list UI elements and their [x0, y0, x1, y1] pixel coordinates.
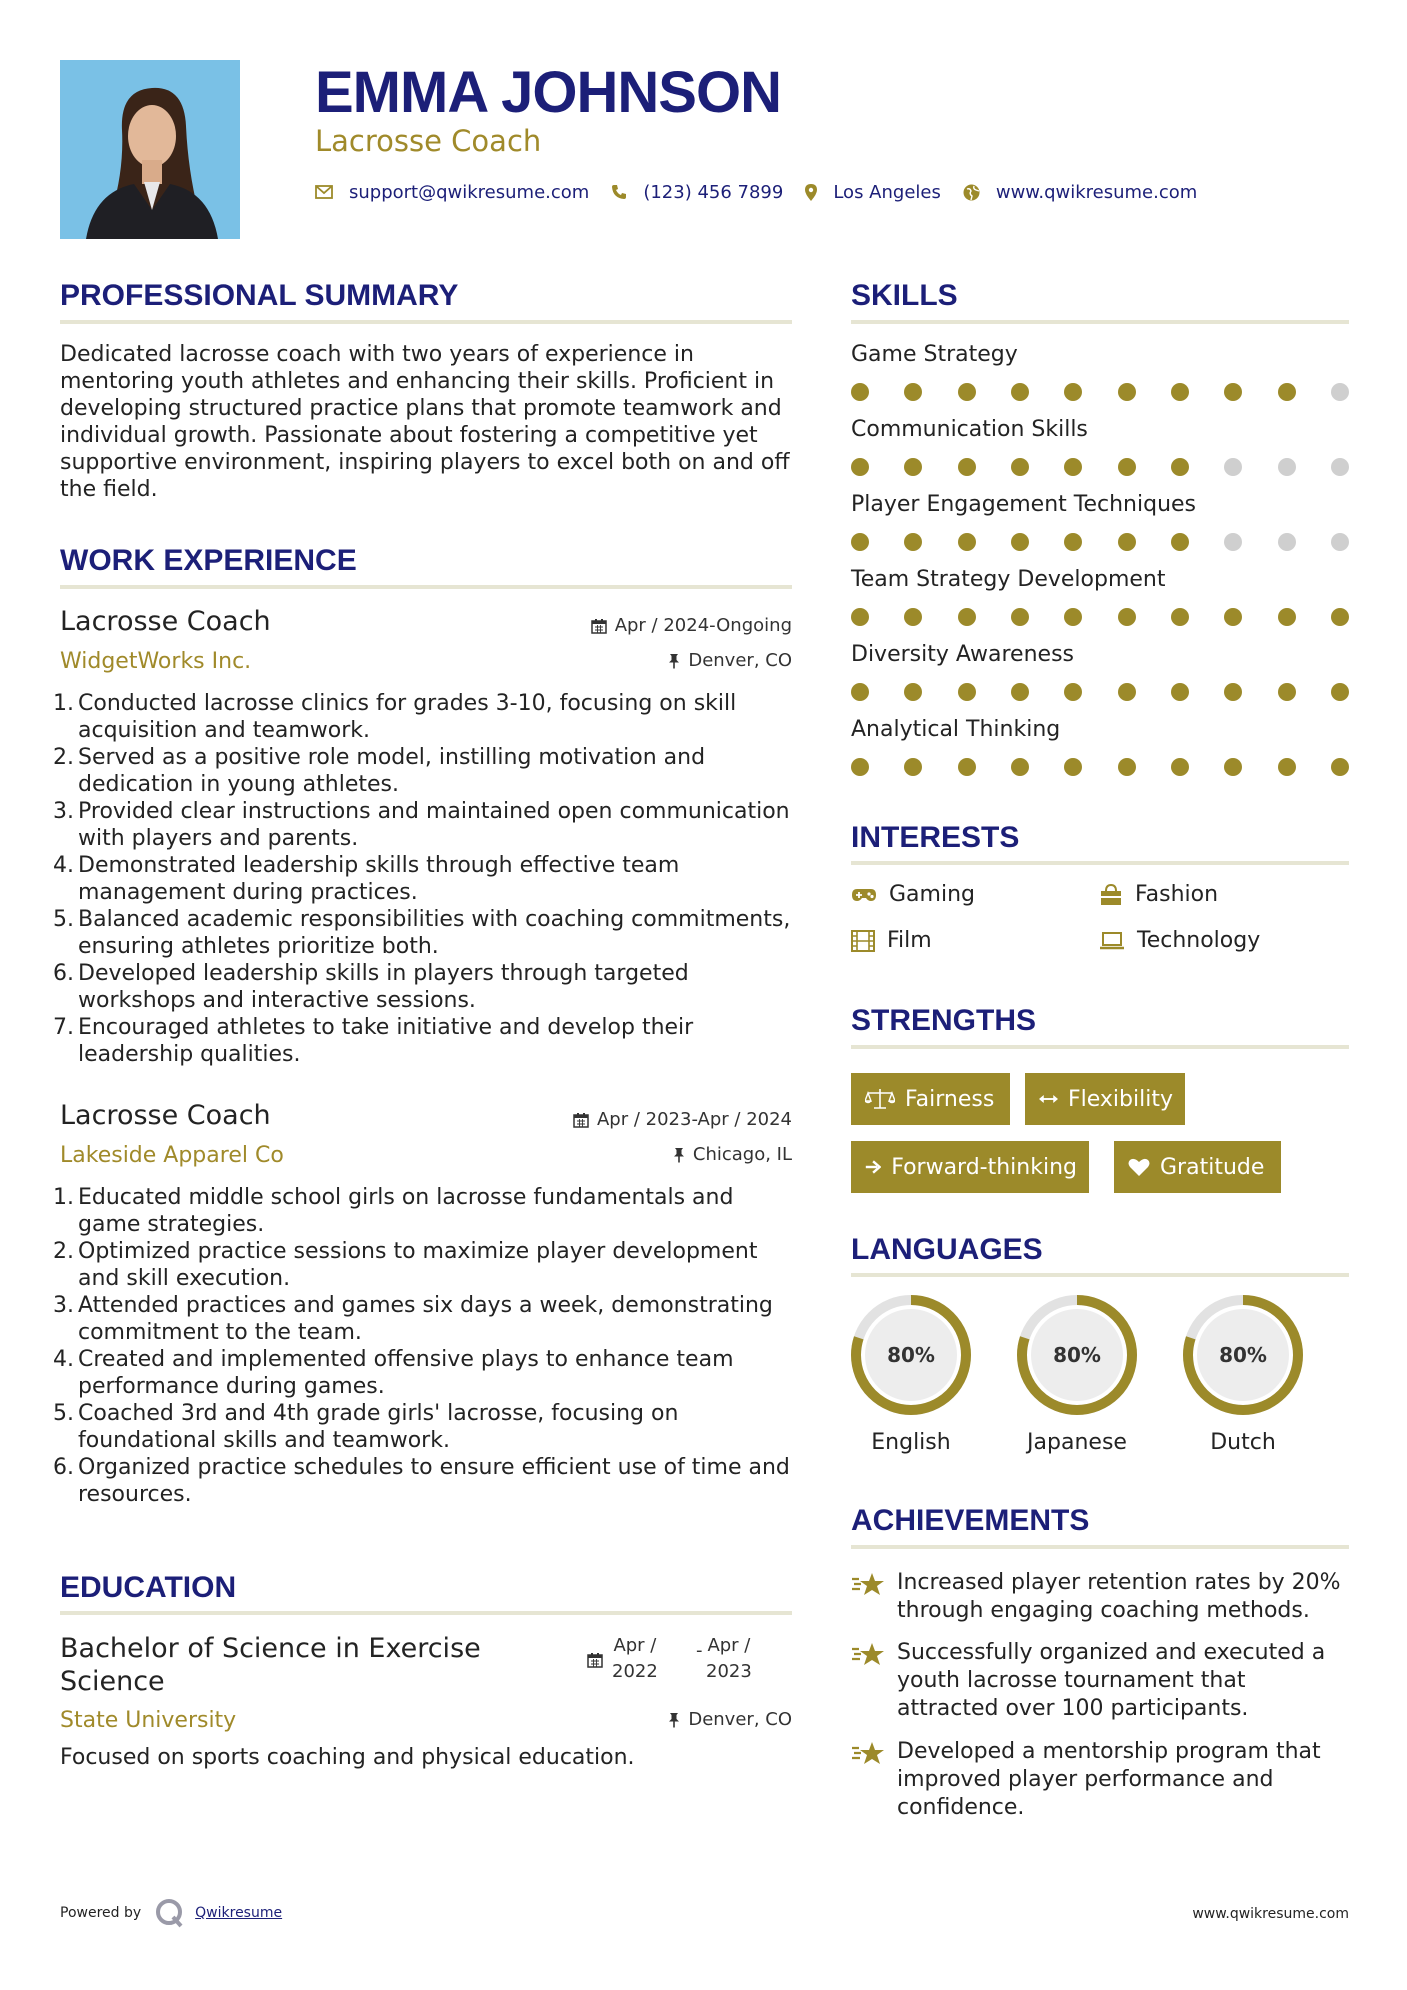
contact-email[interactable] [315, 182, 589, 203]
rating-dot-empty [1278, 458, 1296, 476]
interest-label: Film [887, 928, 932, 953]
rating-dot-filled [1278, 758, 1296, 776]
footer-website[interactable]: www.qwikresume.com [1192, 1906, 1349, 1922]
rating-dot-filled [904, 458, 922, 476]
skill-rating [851, 682, 1349, 702]
calendar-icon [587, 1652, 603, 1668]
strength-label: Flexibility [1068, 1086, 1173, 1112]
rating-dot-filled [1118, 533, 1136, 551]
laptop-icon [1099, 931, 1125, 951]
job-2-dates [573, 1108, 792, 1132]
rating-dot-filled [1064, 458, 1082, 476]
rating-dot-empty [1331, 383, 1349, 401]
school-name: State University [60, 1708, 237, 1733]
strength-label: Forward-thinking [891, 1154, 1077, 1180]
rating-dot-filled [1331, 758, 1349, 776]
shooting-star-icon [851, 1641, 885, 1669]
rating-dot-filled [1118, 383, 1136, 401]
interest-label: Technology [1137, 928, 1261, 953]
skill-name: Analytical Thinking [851, 717, 1061, 742]
edu-location [668, 1708, 792, 1732]
skills-heading: SKILLS [851, 279, 958, 312]
edu-end-month: Apr / [707, 1635, 751, 1656]
rating-dot-filled [851, 758, 869, 776]
achievement-text: Increased player retention rates by 20% through engaging coaching methods. [897, 1570, 1341, 1623]
language-progress-chart [849, 1293, 973, 1417]
balance-scale-icon [865, 1088, 895, 1110]
list-item: 7. Encouraged athletes to take initiative and develop their leadership qualities. [53, 1015, 694, 1067]
phone-text: (123) 456 7899 [643, 181, 784, 203]
rating-dot-filled [1278, 608, 1296, 626]
achievements-heading: ACHIEVEMENTS [851, 1504, 1090, 1537]
calendar-icon [573, 1112, 589, 1128]
rating-dot-filled [1118, 758, 1136, 776]
skill-name: Communication Skills [851, 417, 1088, 442]
map-pin-icon [805, 184, 817, 201]
job-1-bullets [53, 690, 800, 1068]
skill-rating [851, 757, 1349, 777]
interests-heading: INTERESTS [851, 821, 1020, 854]
rating-dot-filled [1011, 683, 1029, 701]
job-1-location [668, 649, 792, 673]
edu-end-date [706, 1633, 752, 1685]
summary-heading: PROFESSIONAL SUMMARY [60, 279, 459, 312]
job-1-location-text: Denver, CO [688, 650, 792, 671]
skill-rating [851, 457, 1349, 477]
contact-bar [315, 177, 1219, 207]
contact-phone[interactable] [611, 182, 783, 203]
list-item: 2. Served as a positive role model, instilling motivation and dedication in young athletes. [53, 745, 706, 797]
list-item: 5. Balanced academic responsibilities with coaching commitments, ensuring athletes prioritize both. [53, 907, 791, 959]
skill-name: Diversity Awareness [851, 642, 1074, 667]
strength-forward-thinking [851, 1141, 1089, 1193]
strength-label: Gratitude [1160, 1154, 1265, 1180]
language-progress-chart [1181, 1293, 1305, 1417]
rating-dot-filled [1064, 683, 1082, 701]
rating-dot-filled [851, 683, 869, 701]
experience-heading: WORK EXPERIENCE [60, 544, 357, 577]
rating-dot-filled [1331, 683, 1349, 701]
shooting-star-icon [851, 1571, 885, 1599]
skill-rating [851, 382, 1349, 402]
rating-dot-filled [1118, 608, 1136, 626]
interest-film [851, 928, 932, 953]
rating-dot-filled [1278, 683, 1296, 701]
heart-icon [1128, 1157, 1150, 1177]
skill-name: Game Strategy [851, 342, 1018, 367]
strengths-heading: STRENGTHS [851, 1004, 1037, 1037]
job-2-bullets [53, 1184, 800, 1508]
rating-dot-empty [1224, 458, 1242, 476]
degree-title [60, 1632, 481, 1698]
strength-gratitude [1114, 1141, 1281, 1193]
candidate-role: Lacrosse Coach [315, 124, 542, 158]
language-percent-label: 80% [1053, 1343, 1101, 1367]
degree-line-1: Bachelor of Science in Exercise [60, 1633, 481, 1664]
list-item: 6. Developed leadership skills in players through targeted workshops and interactive sessions. [53, 961, 689, 1013]
rating-dot-filled [1011, 608, 1029, 626]
language-percent-label: 80% [887, 1343, 935, 1367]
powered-by-text: Powered by [60, 1905, 142, 1921]
rating-dot-filled [1171, 608, 1189, 626]
profile-photo [60, 60, 240, 239]
education-divider [60, 1611, 792, 1615]
achievement-text: Developed a mentorship program that improved player performance and confidence. [897, 1739, 1321, 1820]
rating-dot-filled [1064, 533, 1082, 551]
skill-name: Player Engagement Techniques [851, 492, 1197, 517]
job-2-company: Lakeside Apparel Co [60, 1143, 284, 1168]
job-2-title: Lacrosse Coach [60, 1100, 271, 1131]
rating-dot-filled [904, 758, 922, 776]
rating-dot-filled [1171, 758, 1189, 776]
arrow-right-icon [865, 1158, 881, 1176]
rating-dot-filled [958, 758, 976, 776]
rating-dot-filled [1224, 758, 1242, 776]
summary-text: Dedicated lacrosse coach with two years of experience in mentoring youth athletes and enhancing their skills. Proficient in developing structured practice plans that promote teamwork and individual growth. Passionate about fostering a competitive yet supportive environment, inspiring players to excel both on and off the field. [60, 342, 790, 502]
languages-divider [851, 1273, 1349, 1277]
candidate-name: EMMA JOHNSON [315, 60, 781, 125]
job-1-dates-text: Apr / 2024-Ongoing [614, 615, 792, 636]
skill-rating [851, 532, 1349, 552]
gamepad-icon [851, 887, 877, 903]
list-item: 1. Educated middle school girls on lacrosse fundamentals and game strategies. [53, 1185, 734, 1237]
interest-gaming [851, 882, 975, 907]
strength-flexibility [1025, 1073, 1185, 1125]
rating-dot-filled [904, 608, 922, 626]
achievement-text: Successfully organized and executed a youth lacrosse tournament that attracted over 100 participants. [897, 1640, 1326, 1721]
rating-dot-filled [958, 608, 976, 626]
pushpin-icon [668, 653, 680, 669]
edu-date-dash: - [696, 1640, 703, 1661]
film-icon [851, 930, 875, 952]
languages-heading: LANGUAGES [851, 1233, 1043, 1266]
pushpin-icon [668, 1712, 680, 1728]
rating-dot-filled [1064, 383, 1082, 401]
skill-rating [851, 607, 1349, 627]
pushpin-icon [673, 1147, 685, 1163]
skill-name: Team Strategy Development [851, 567, 1166, 592]
achievement-3 [851, 1738, 1349, 1822]
rating-dot-empty [1224, 533, 1242, 551]
rating-dot-filled [1011, 758, 1029, 776]
rating-dot-filled [1224, 383, 1242, 401]
interest-fashion [1099, 882, 1218, 907]
rating-dot-filled [904, 683, 922, 701]
experience-divider [60, 585, 792, 589]
list-item: 4. Created and implemented offensive plays to enhance team performance during games. [53, 1347, 734, 1399]
rating-dot-filled [958, 533, 976, 551]
job-1-company: WidgetWorks Inc. [60, 649, 252, 674]
rating-dot-filled [904, 533, 922, 551]
rating-dot-filled [1224, 608, 1242, 626]
rating-dot-filled [1278, 383, 1296, 401]
rating-dot-filled [1331, 608, 1349, 626]
rating-dot-filled [1064, 608, 1082, 626]
rating-dot-filled [1171, 533, 1189, 551]
rating-dot-filled [904, 383, 922, 401]
language-name: Japanese [1027, 1430, 1127, 1455]
rating-dot-filled [1118, 458, 1136, 476]
shooting-star-icon [851, 1740, 885, 1768]
language-name: English [871, 1430, 951, 1455]
degree-line-2: Science [60, 1666, 165, 1697]
language-ring [849, 1293, 973, 1417]
rating-dot-filled [1171, 683, 1189, 701]
rating-dot-filled [851, 458, 869, 476]
contact-location [805, 182, 941, 203]
list-item: 3. Provided clear instructions and maintained open communication with players and parents. [53, 799, 790, 851]
rating-dot-filled [851, 608, 869, 626]
rating-dot-filled [1224, 683, 1242, 701]
list-item: 2. Optimized practice sessions to maximize player development and skill execution. [53, 1239, 758, 1291]
website-text: www.qwikresume.com [995, 181, 1198, 203]
summary-divider [60, 320, 792, 324]
interests-divider [851, 861, 1349, 865]
language-ring [1181, 1293, 1305, 1417]
job-2-location-text: Chicago, IL [692, 1144, 792, 1165]
language-ring [1015, 1293, 1139, 1417]
skills-divider [851, 320, 1349, 324]
strength-fairness [851, 1073, 1010, 1125]
language-progress-chart [1015, 1293, 1139, 1417]
rating-dot-filled [1064, 758, 1082, 776]
phone-icon [611, 184, 627, 200]
arrows-horizontal-icon [1039, 1092, 1058, 1106]
qwikresume-logo-icon [155, 1898, 185, 1928]
rating-dot-filled [958, 683, 976, 701]
calendar-icon [591, 618, 607, 634]
list-item: 6. Organized practice schedules to ensure efficient use of time and resources. [53, 1455, 790, 1507]
edu-start-month: Apr / [613, 1635, 657, 1656]
language-name: Dutch [1210, 1430, 1276, 1455]
edu-start-date [612, 1633, 658, 1685]
rating-dot-empty [1331, 458, 1349, 476]
contact-website[interactable] [963, 182, 1197, 203]
rating-dot-filled [1011, 458, 1029, 476]
education-heading: EDUCATION [60, 1571, 237, 1604]
location-text: Los Angeles [833, 181, 941, 203]
rating-dot-filled [851, 533, 869, 551]
strengths-divider [851, 1045, 1349, 1049]
envelope-icon [315, 185, 333, 199]
achievement-2 [851, 1639, 1349, 1723]
qwikresume-link[interactable]: Qwikresume [195, 1905, 283, 1921]
rating-dot-filled [1011, 383, 1029, 401]
interest-label: Gaming [889, 882, 975, 907]
rating-dot-empty [1331, 533, 1349, 551]
list-item: 5. Coached 3rd and 4th grade girls' lacrosse, focusing on foundational skills and teamwork. [53, 1401, 679, 1453]
job-1-dates [591, 614, 792, 638]
rating-dot-empty [1278, 533, 1296, 551]
achievements-divider [851, 1545, 1349, 1549]
rating-dot-filled [958, 458, 976, 476]
list-item: 4. Demonstrated leadership skills through effective team management during practices. [53, 853, 680, 905]
list-item: 3. Attended practices and games six days a week, demonstrating commitment to the team. [53, 1293, 773, 1345]
rating-dot-filled [1118, 683, 1136, 701]
edu-location-text: Denver, CO [688, 1709, 792, 1730]
rating-dot-filled [1011, 533, 1029, 551]
globe-icon [963, 184, 980, 201]
edu-end-year: 2023 [706, 1661, 752, 1682]
edu-start-year: 2022 [612, 1661, 658, 1682]
interest-label: Fashion [1135, 882, 1219, 907]
language-percent-label: 80% [1219, 1343, 1267, 1367]
strength-label: Fairness [905, 1086, 995, 1112]
job-2-dates-text: Apr / 2023-Apr / 2024 [596, 1109, 792, 1130]
job-2-location [673, 1143, 792, 1167]
education-description: Focused on sports coaching and physical education. [60, 1745, 635, 1770]
footer-powered-by [60, 1898, 282, 1928]
interest-technology [1099, 928, 1260, 953]
rating-dot-filled [958, 383, 976, 401]
email-text: support@qwikresume.com [349, 181, 590, 203]
shopping-bag-icon [1099, 884, 1123, 906]
achievement-1 [851, 1569, 1349, 1625]
rating-dot-filled [851, 383, 869, 401]
rating-dot-filled [1171, 383, 1189, 401]
rating-dot-filled [1171, 458, 1189, 476]
list-item: 1. Conducted lacrosse clinics for grades 3-10, focusing on skill acquisition and teamwork. [53, 691, 737, 743]
job-1-title: Lacrosse Coach [60, 606, 271, 637]
